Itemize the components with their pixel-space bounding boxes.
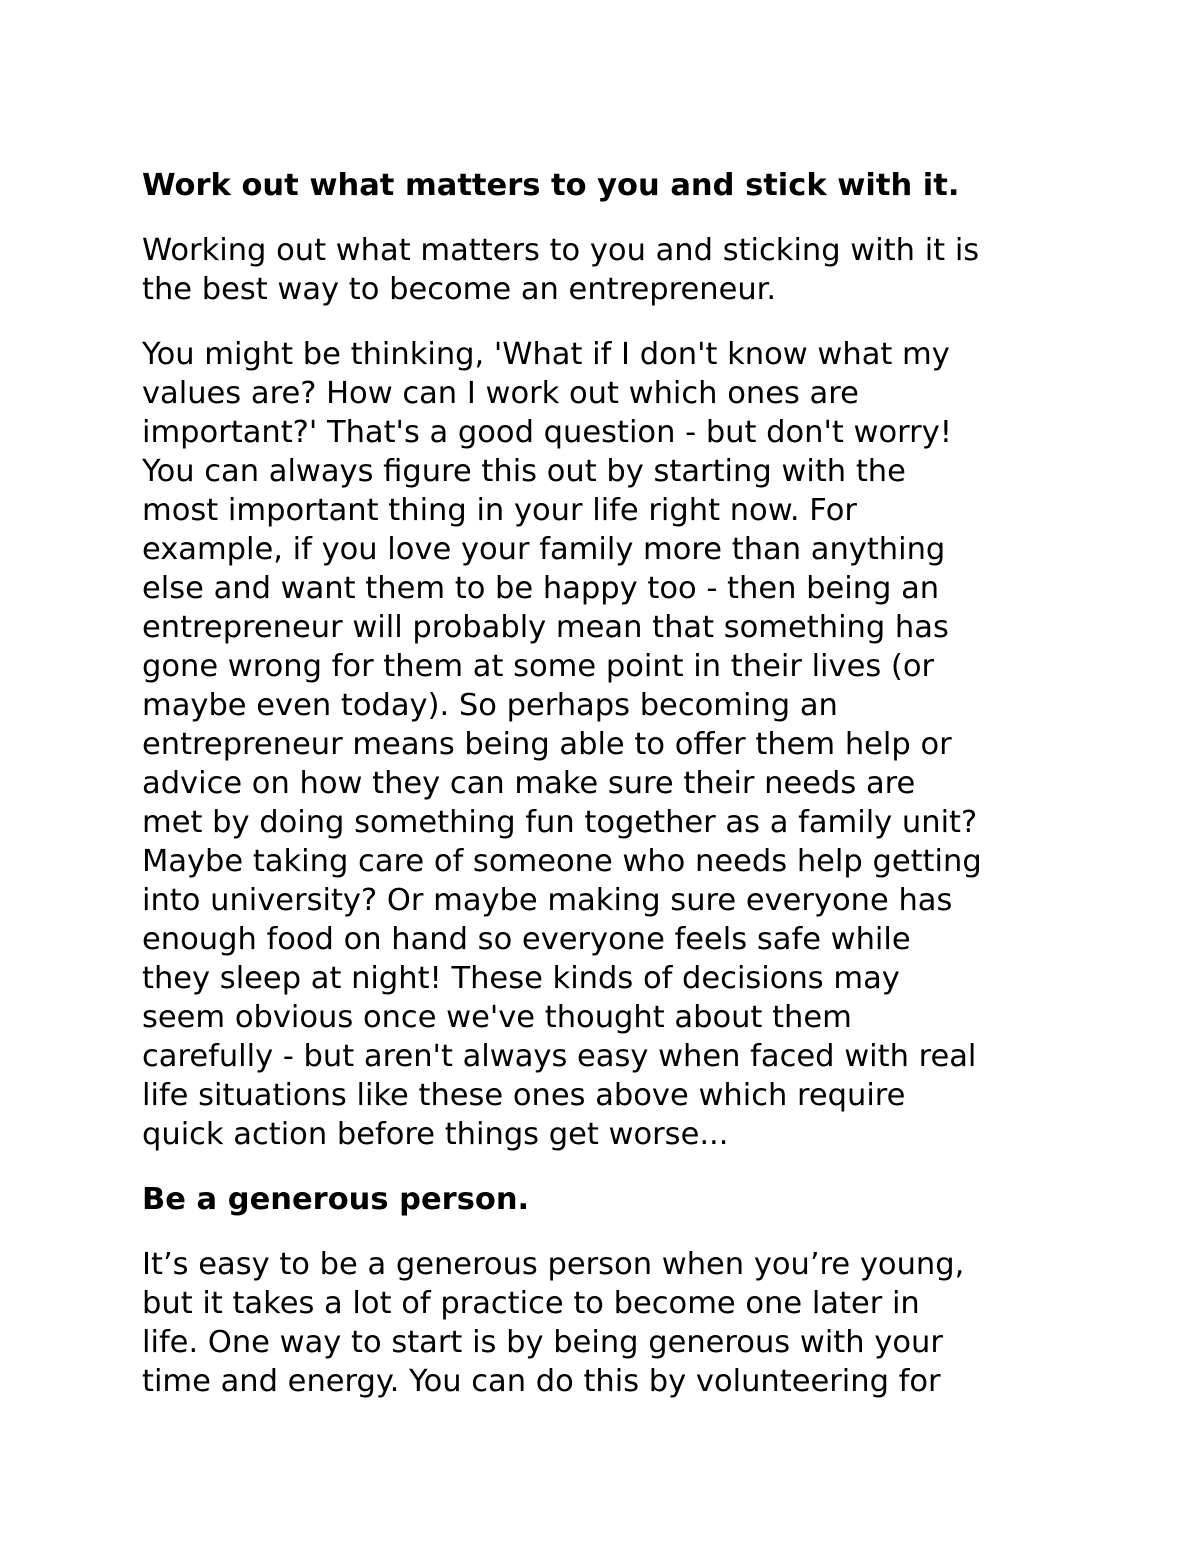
- text-line: Maybe taking care of someone who needs help getting: [142, 844, 982, 879]
- text-line: carefully - but aren't always easy when faced with real: [142, 1039, 977, 1074]
- text-line: life. One way to start is by being generous with your: [142, 1325, 943, 1360]
- text-line: the best way to become an entrepreneur.: [142, 272, 777, 307]
- text-line: into university? Or maybe making sure everyone has: [142, 883, 953, 918]
- text-line: quick action before things get worse...: [142, 1117, 729, 1152]
- text-line: entrepreneur will probably mean that something has: [142, 610, 949, 645]
- section-heading: Be a generous person.: [142, 1182, 530, 1217]
- paragraph: [142, 335, 1072, 1154]
- text-line: Working out what matters to you and sticking with it is: [142, 233, 980, 268]
- paragraph: [142, 1245, 1072, 1401]
- text-line: met by doing something fun together as a family unit?: [142, 805, 978, 840]
- text-line: You might be thinking, 'What if I don't know what my: [142, 337, 950, 372]
- text-line: advice on how they can make sure their needs are: [142, 766, 916, 801]
- text-line: It’s easy to be a generous person when you’re young,: [142, 1247, 965, 1282]
- text-line: entrepreneur means being able to offer them help or: [142, 727, 952, 762]
- text-line: example, if you love your family more than anything: [142, 532, 946, 567]
- text-line: else and want them to be happy too - then being an: [142, 571, 940, 606]
- text-line: they sleep at night! These kinds of decisions may: [142, 961, 900, 996]
- text-line: seem obvious once we've thought about them: [142, 1000, 852, 1035]
- text-line: gone wrong for them at some point in their lives (or: [142, 649, 935, 684]
- paragraph: [142, 231, 1072, 309]
- text-line: time and energy. You can do this by volunteering for: [142, 1364, 941, 1399]
- section-work-out-what-matters: [142, 166, 1072, 1154]
- document-body: [142, 166, 1072, 1427]
- section-heading: Work out what matters to you and stick with it.: [142, 168, 960, 203]
- text-line: You can always figure this out by starting with the: [142, 454, 906, 489]
- text-line: but it takes a lot of practice to become one later in: [142, 1286, 920, 1321]
- text-line: most important thing in your life right now. For: [142, 493, 857, 528]
- text-line: life situations like these ones above which require: [142, 1078, 906, 1113]
- text-line: maybe even today). So perhaps becoming an: [142, 688, 838, 723]
- section-be-generous: [142, 1180, 1072, 1401]
- text-line: values are? How can I work out which ones are: [142, 376, 859, 411]
- text-line: important?' That's a good question - but don't worry!: [142, 415, 952, 450]
- text-line: enough food on hand so everyone feels safe while: [142, 922, 911, 957]
